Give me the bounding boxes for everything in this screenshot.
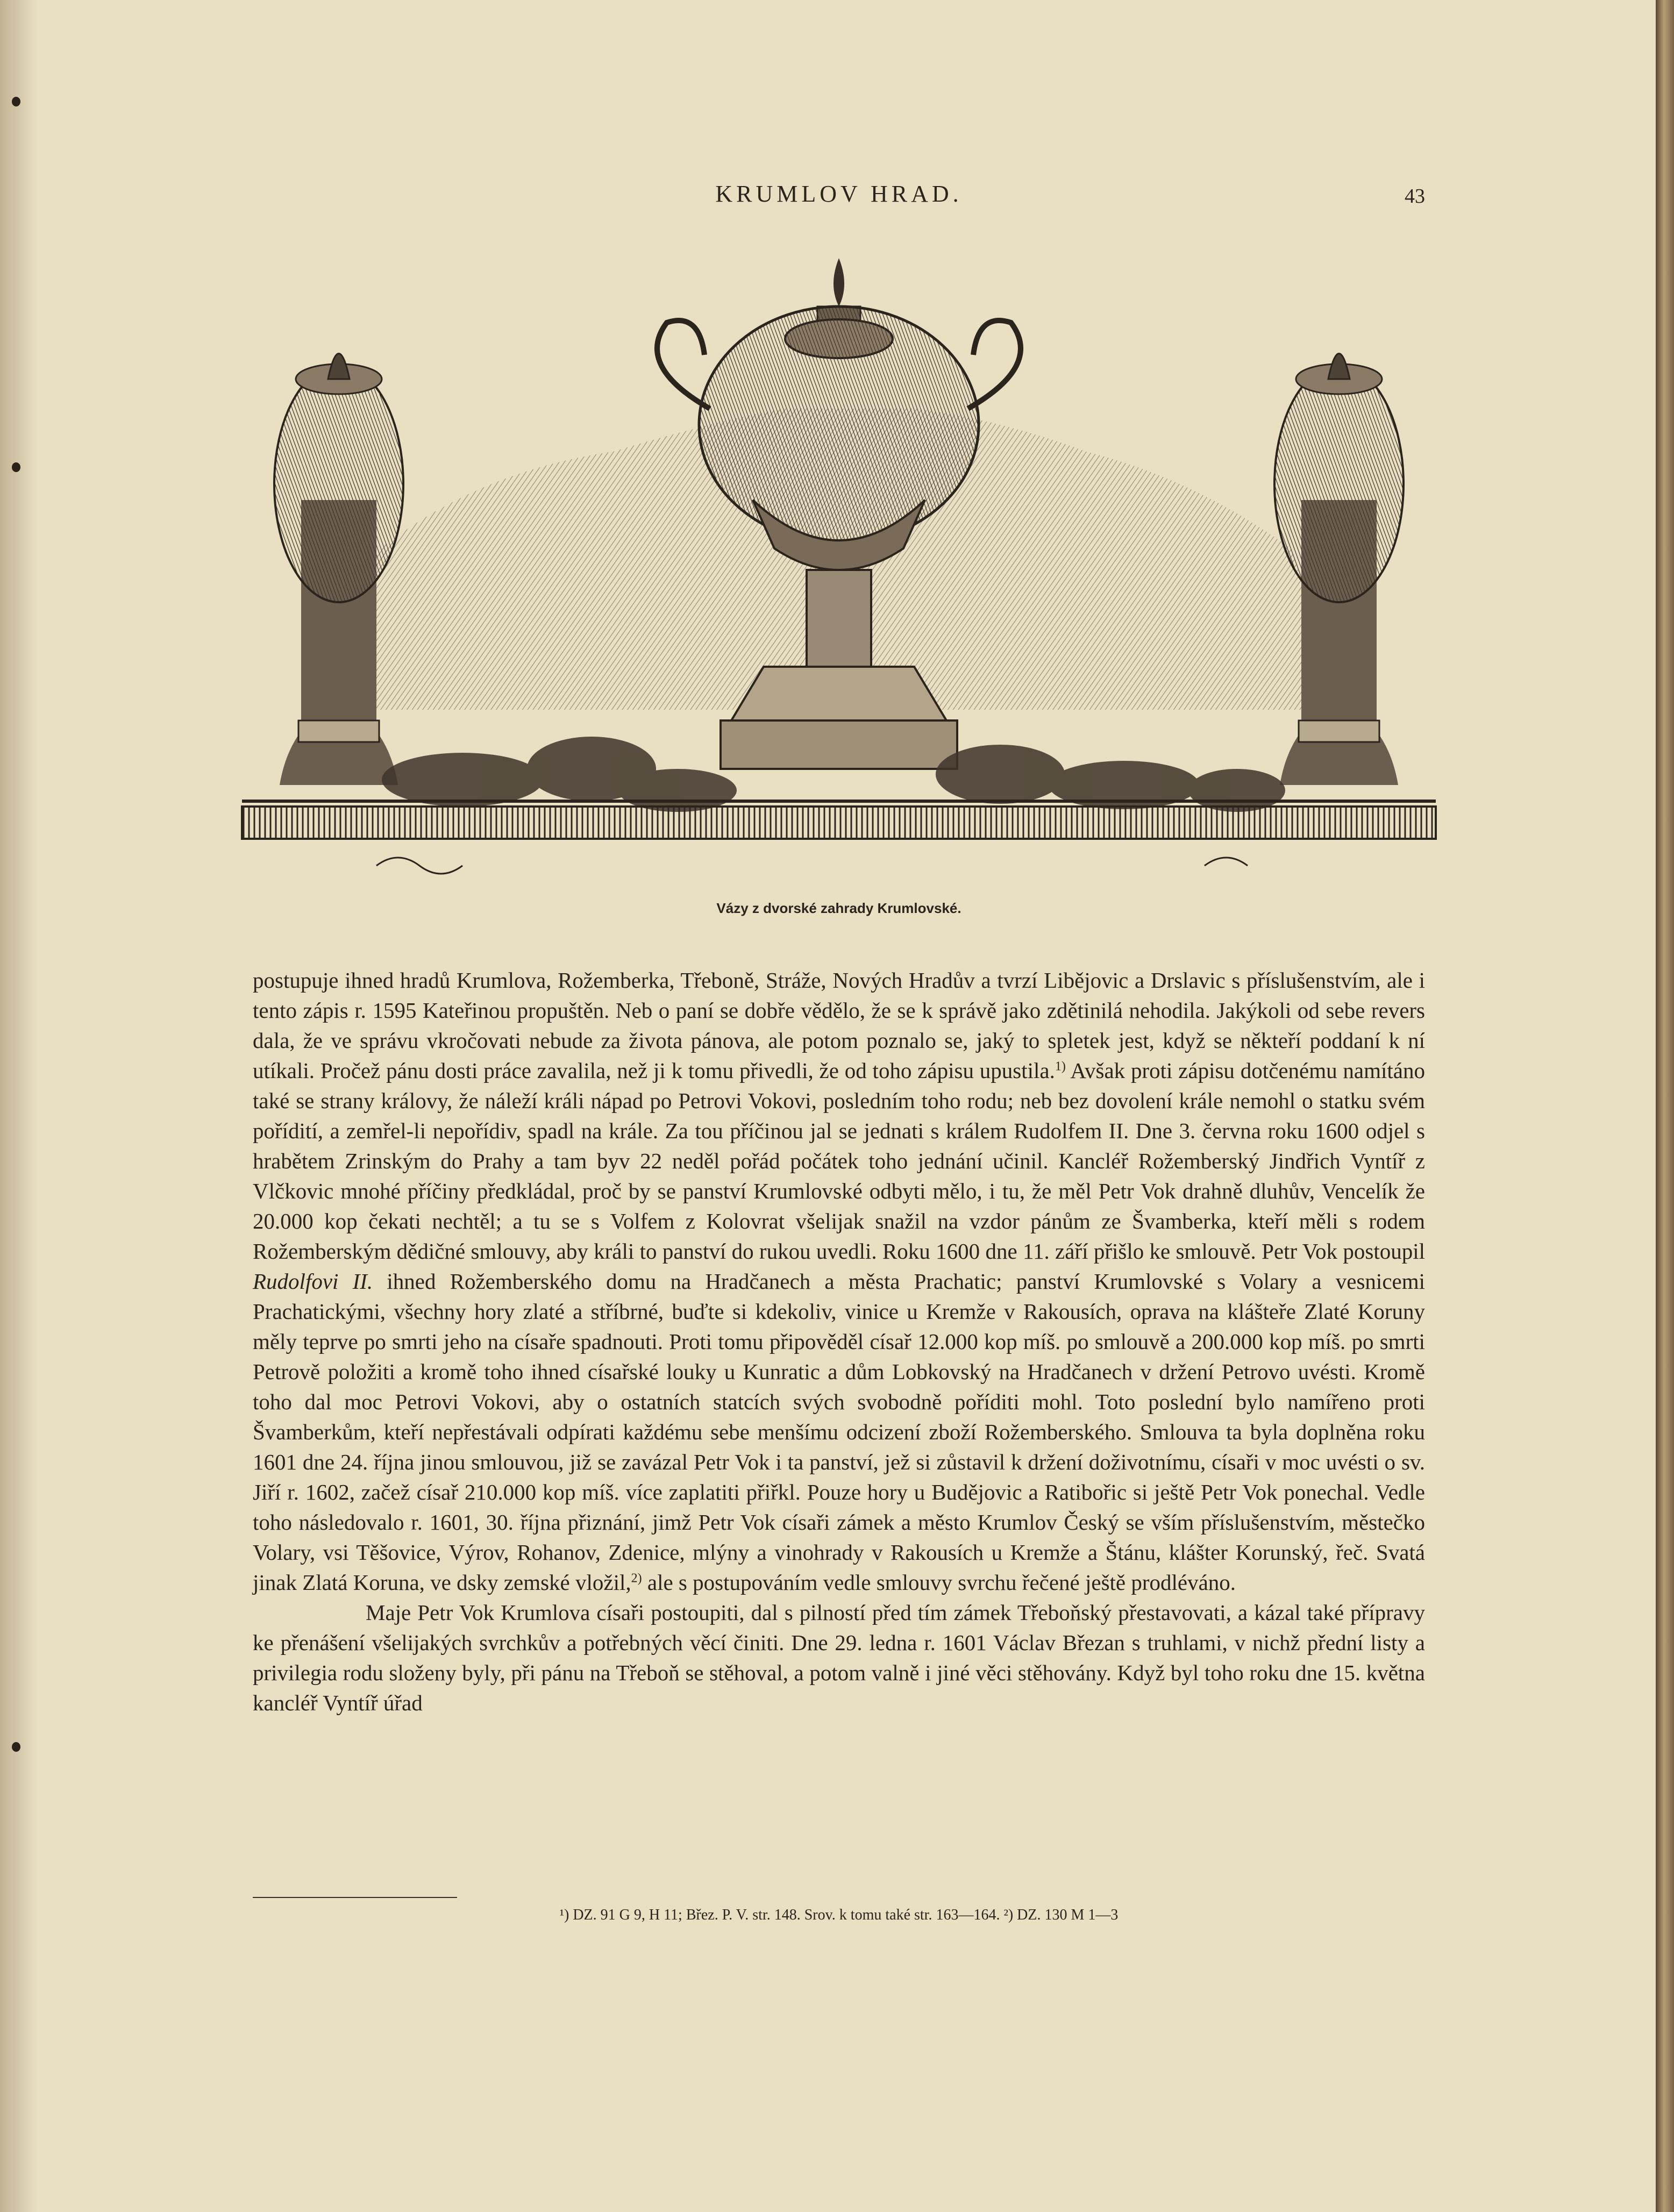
page-gutter-shadow (0, 0, 38, 2212)
page-header (253, 180, 1425, 223)
margin-speck (12, 97, 20, 106)
italic-name: Rudolfovi II. (253, 1269, 373, 1294)
page-edge (1656, 0, 1674, 2212)
running-head: KRUMLOV HRAD. (715, 181, 963, 207)
footnote-ref: 1) (1055, 1059, 1066, 1074)
margin-speck (12, 462, 20, 472)
margin-speck (12, 1742, 20, 1752)
left-vase (274, 354, 403, 786)
footnote-rule (253, 1897, 457, 1898)
vases-illustration-svg (237, 247, 1441, 903)
footnote-ref: 2) (631, 1571, 642, 1586)
footnotes: ¹) DZ. 91 G 9, H 11; Břez. P. V. str. 148. Srov. k tomu také str. 163—164. ²) DZ. 130 M 1—3 (559, 1907, 1119, 1923)
right-vase (1274, 354, 1404, 786)
page-number: 43 (1405, 185, 1425, 208)
paragraph: postupuje ihned hradů Krumlova, Rožemberka, Třeboně, Stráže, Nových Hradův a tvrzí Libějovic a Drslavic s příslušenstvím, ale i tento zápis r. 1595 Kateřinou propuštěn. Neb o paní se dobře vědělo, že se k správě jako zdětinilá nehodila. Jakýkoli od sebe revers dala, že ve správu vkročovati nebude za života pánova, ale potom poznalo se, jaký to spletek jest, když se někteří poddaní k ní utíkali. Pročež pánu dosti práce zavalila, než ji k tomu přivedli, že od toho zápisu upustila.$^{1)}$ Avšak proti zápisu dotčenému namítáno také se strany královy, že náleží králi nápad po Petrovi Vokovi, posledním toho rodu; neb bez dovolení krále nemohl o statku svém pořídití, a zemřel-li nepořídiv, spadl na krále. Za tou příčinou jal se jednati s králem Rudolfem II. Dne 3. června roku 1600 odjel s hrabětem Zrinským do Prahy a tam byv 22 neděl pořád počátek toho jednání učinil. Kancléř Rožemberský Jindřich Vyntíř z Vlčkovic mnohé příčiny předkládal, proč by se panství Krumlovské odbyti mělo, i tu, že měl Petr Vok drahně dluhův, Vencelík že 20.000 kop čekati nechtěl; a tu se s Volfem z Kolovrat všelijak snažil na vzdor pánům ze Švamberka, kteří měli s rodem Rožemberským dědičné smlouvy, aby králi to panství do rukou uvedli. Roku 1600 dne 11. září přišlo ke smlouvě. Petr Vok postoupil Rudolfovi II. ihned Rožemberského domu na Hradčanech a města Prachatic; panství Krumlovské s Volary a vesnicemi Prachatickými, všechny hory zlaté a stříbrné, buďte si kdekoliv, vinice u Kremže v Rakousích, oprava na klášteře Zlaté Koruny měly teprve po smrti jeho na císaře spadnouti. Proti tomu připověděl císař 12.000 kop míš. po smlouvě a 200.000 kop míš. po smrti Petrově položiti a kromě toho ihned císařské louky u Kunratic a dům Lobkovský na Hradčanech v držení Petrovo uvésti. Kromě toho dal moc Petrovi Vokovi, aby o ostatních statcích svých svobodně poříditi mohl. Toto poslední bylo namířeno proti Švamberkům, kteří nepřestávali odpírati každému sebe menšímu odcizení zboží Rožemberského. Smlouva ta byla doplněna roku 1601 dne 24. října jinou smlouvou, již se zavázal Petr Vok i ta panství, jež si zůstavil k držení doživotnímu, císaři v moc uvésti o sv. Jiří r. 1602, začež císař 210.000 kop míš. více zaplatiti přiřkl. Pouze hory u Budějovic a Ratibořic si ještě Petr Vok ponechal. Vedle toho následovalo r. 1601, 30. října přiznání, jimž Petr Vok císaři zámek a město Krumlov Český se vším příslušenstvím, městečko Volary, vsi Těšovice, Výrov, Rohanov, Zdenice, mlýny a vinohrady v Rakousích u Kremže a Štánu, klášter Korunský, řeč. Svatá jinak Zlatá Koruna, ve dsky zemské vložil,$^{2)}$ ale s postupováním vedle smlouvy svrchu řečené ještě prodléváno. (253, 968, 1425, 1595)
body-text (253, 965, 1425, 1718)
paragraph: Maje Petr Vok Krumlova císaři postoupiti, dal s pilností před tím zámek Třeboňský přestavovati, a kázal také přípravy ke přenášení všelijakých svrchkův a potřebných věcí činiti. Dne 29. ledna r. 1601 Václav Březan s truhlami, v nichž přední listy a privilegia rodu složeny byly, při pánu na Třeboň se stěhoval, a potom valně i jiné věci stěhovány. Když byl toho roku dne 15. května kancléř Vyntíř úřad (253, 1600, 1425, 1715)
vases-engraving (237, 247, 1441, 903)
figure-caption: Vázy z dvorské zahrady Krumlovské. (716, 900, 961, 916)
balustrade (242, 807, 1436, 839)
